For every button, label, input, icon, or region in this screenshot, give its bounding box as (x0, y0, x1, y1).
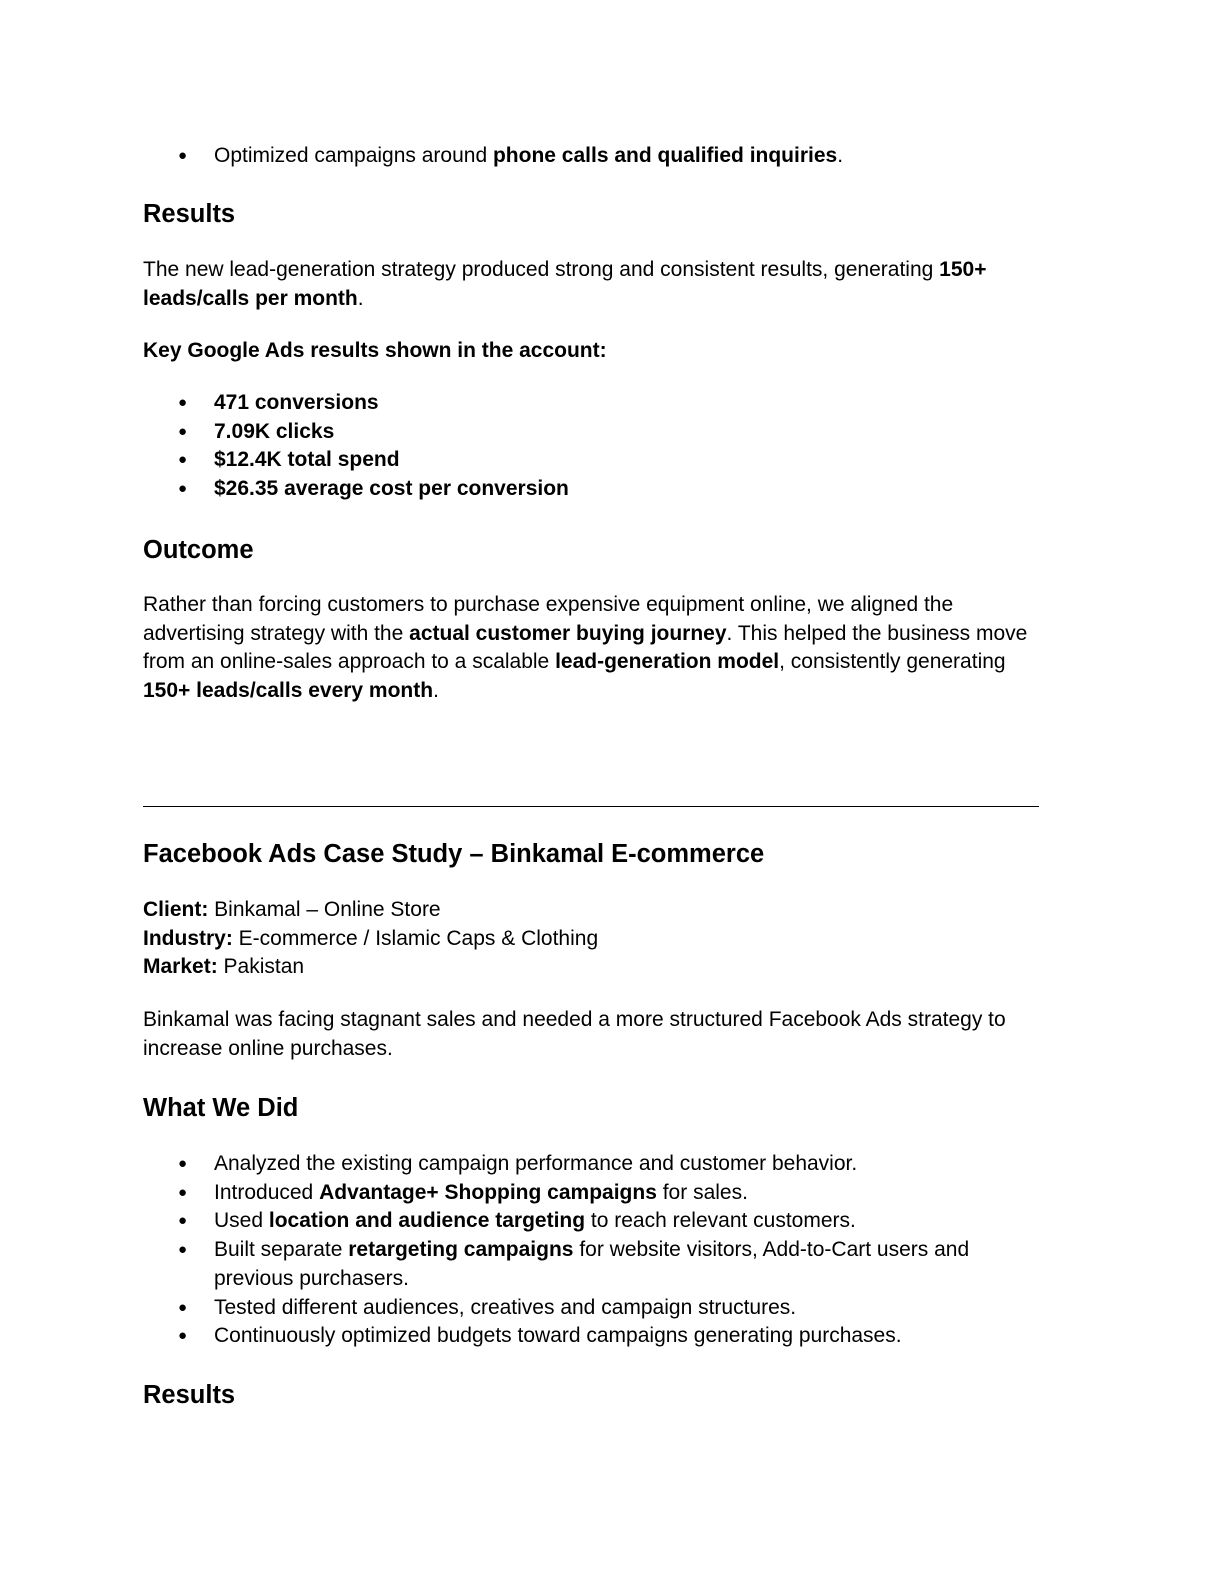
results-heading-2: Results (143, 1381, 236, 1409)
market-row: Market: Pakistan (143, 955, 305, 979)
client-row: Client: Binkamal – Online Store (143, 898, 441, 921)
list-item: ● 471 conversions (143, 389, 1083, 418)
results-heading: Results (143, 200, 236, 228)
key-results-list (143, 389, 1083, 504)
bullet-icon: ● (178, 451, 188, 469)
bullet-icon: ● (178, 394, 188, 411)
list-item: ● 7.09K clicks (143, 418, 1083, 447)
list-item: ● Tested different audiences, creatives and campaign structures. (143, 1294, 1083, 1323)
bullet-icon: ● (178, 1212, 188, 1230)
bullet-icon: ● (178, 422, 188, 440)
case-study-title: Facebook Ads Case Study – Binkamal E-commerce (143, 840, 765, 868)
list-item: ● Used location and audience targeting to reach relevant customers. (143, 1207, 1083, 1236)
list-item: ● Continuously optimized budgets toward campaigns generating purchases. (143, 1322, 1083, 1351)
bullet-icon: ● (178, 1327, 188, 1345)
section-divider (143, 806, 1039, 807)
industry-row: Industry: E-commerce / Islamic Caps & Clothing (143, 926, 599, 950)
list-item: ● Optimized campaigns around phone calls and qualified inquiries. (143, 142, 1083, 171)
list-item: ● $26.35 average cost per conversion (143, 475, 1083, 504)
outcome-heading: Outcome (143, 536, 254, 564)
bullet-icon: ● (178, 1183, 188, 1201)
bullet-icon: ● (178, 1241, 188, 1259)
bullet-icon: ● (178, 480, 188, 498)
bullet-icon: ● (178, 1298, 188, 1316)
top-bullet-list (143, 142, 1083, 171)
results-intro: The new lead-generation strategy produced strong and consistent results, generating 150+ leads/calls per month. (143, 258, 987, 310)
list-item: ● Introduced Advantage+ Shopping campaigns for sales. (143, 1179, 1083, 1208)
client-details (143, 896, 1083, 982)
what-we-did-list (143, 1150, 1083, 1351)
bullet-icon: ● (178, 1155, 188, 1172)
list-item: ● Analyzed the existing campaign performance and customer behavior. (143, 1150, 1083, 1179)
what-we-did-heading: What We Did (143, 1094, 299, 1122)
case-study-intro: Binkamal was facing stagnant sales and needed a more structured Facebook Ads strategy to increase online purchases. (143, 1008, 1006, 1060)
bullet-icon: ● (178, 147, 188, 164)
key-results-label: Key Google Ads results shown in the account: (143, 339, 607, 362)
outcome-paragraph: Rather than forcing customers to purchase expensive equipment online, we aligned the advertising strategy with the actual customer buying journey. This helped the business move from an online-sales approach to a scalable lead-generation model, consistently generating 150+ leads/calls every month. (143, 593, 1028, 703)
list-item: ● Built separate retargeting campaigns for website visitors, Add-to-Cart users and previous purchasers. (178, 1238, 970, 1290)
list-item: ● $12.4K total spend (143, 446, 1083, 475)
